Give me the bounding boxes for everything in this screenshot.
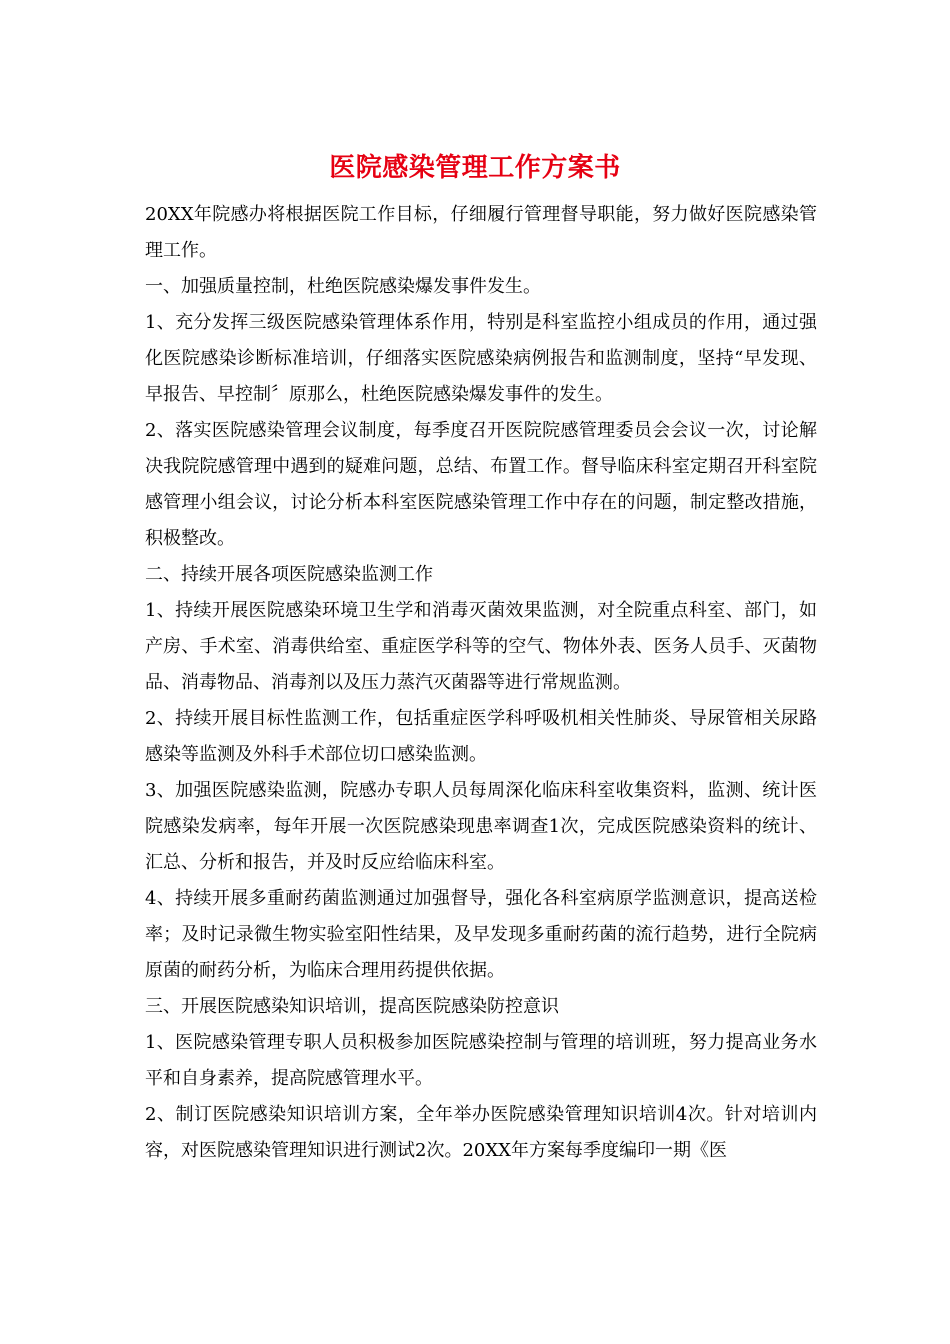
section-heading-2: 二、持续开展各项医院感染监测工作	[145, 564, 433, 585]
paragraph-3-1: 1、医院感染管理专职人员积极参加医院感染控制与管理的培训班，努力提高业务水平和自身素养，提高院感管理水平。	[145, 1032, 817, 1089]
paragraph-3-2: 2、制订医院感染知识培训方案，全年举办医院感染管理知识培训4次。针对培训内容，对医院感染管理知识进行测试2次。20XX年方案每季度编印一期《医	[145, 1104, 817, 1161]
paragraph-2-1: 1、持续开展医院感染环境卫生学和消毒灭菌效果监测，对全院重点科室、部门，如产房、手术室、消毒供给室、重症医学科等的空气、物体外表、医务人员手、灭菌物品、消毒物品、消毒剂以及压力蒸汽灭菌器等进行常规监测。	[145, 600, 817, 693]
paragraph-1-1: 1、充分发挥三级医院感染管理体系作用，特别是科室监控小组成员的作用，通过强化医院感染诊断标准培训，仔细落实医院感染病例报告和监测制度，坚持“早发现、早报告、早控制〞原那么，杜绝医院感染爆发事件的发生。	[145, 312, 817, 405]
paragraph-2-4: 4、持续开展多重耐药菌监测通过加强督导，强化各科室病原学监测意识，提高送检率；及时记录微生物实验室阳性结果，及早发现多重耐药菌的流行趋势，进行全院病原菌的耐药分析，为临床合理用药提供依据。	[145, 888, 817, 981]
paragraph-intro: 20XX年院感办将根据医院工作目标，仔细履行管理督导职能，努力做好医院感染管理工作。	[145, 204, 817, 261]
document-body	[145, 197, 817, 1169]
document-title: 医院感染管理工作方案书	[329, 153, 621, 183]
paragraph-1-2: 2、落实医院感染管理会议制度，每季度召开医院院感管理委员会会议一次，讨论解决我院院感管理中遇到的疑难问题，总结、布置工作。督导临床科室定期召开科室院感管理小组会议，讨论分析本科室医院感染管理工作中存在的问题，制定整改措施，积极整改。	[145, 420, 817, 549]
paragraph-2-2: 2、持续开展目标性监测工作，包括重症医学科呼吸机相关性肺炎、导尿管相关尿路感染等监测及外科手术部位切口感染监测。	[145, 708, 817, 765]
section-heading-3: 三、开展医院感染知识培训，提高医院感染防控意识	[145, 996, 559, 1017]
paragraph-2-3: 3、加强医院感染监测，院感办专职人员每周深化临床科室收集资料，监测、统计医院感染发病率，每年开展一次医院感染现患率调查1次，完成医院感染资料的统计、汇总、分析和报告，并及时反应给临床科室。	[145, 780, 817, 873]
section-heading-1: 一、加强质量控制，杜绝医院感染爆发事件发生。	[145, 276, 541, 297]
